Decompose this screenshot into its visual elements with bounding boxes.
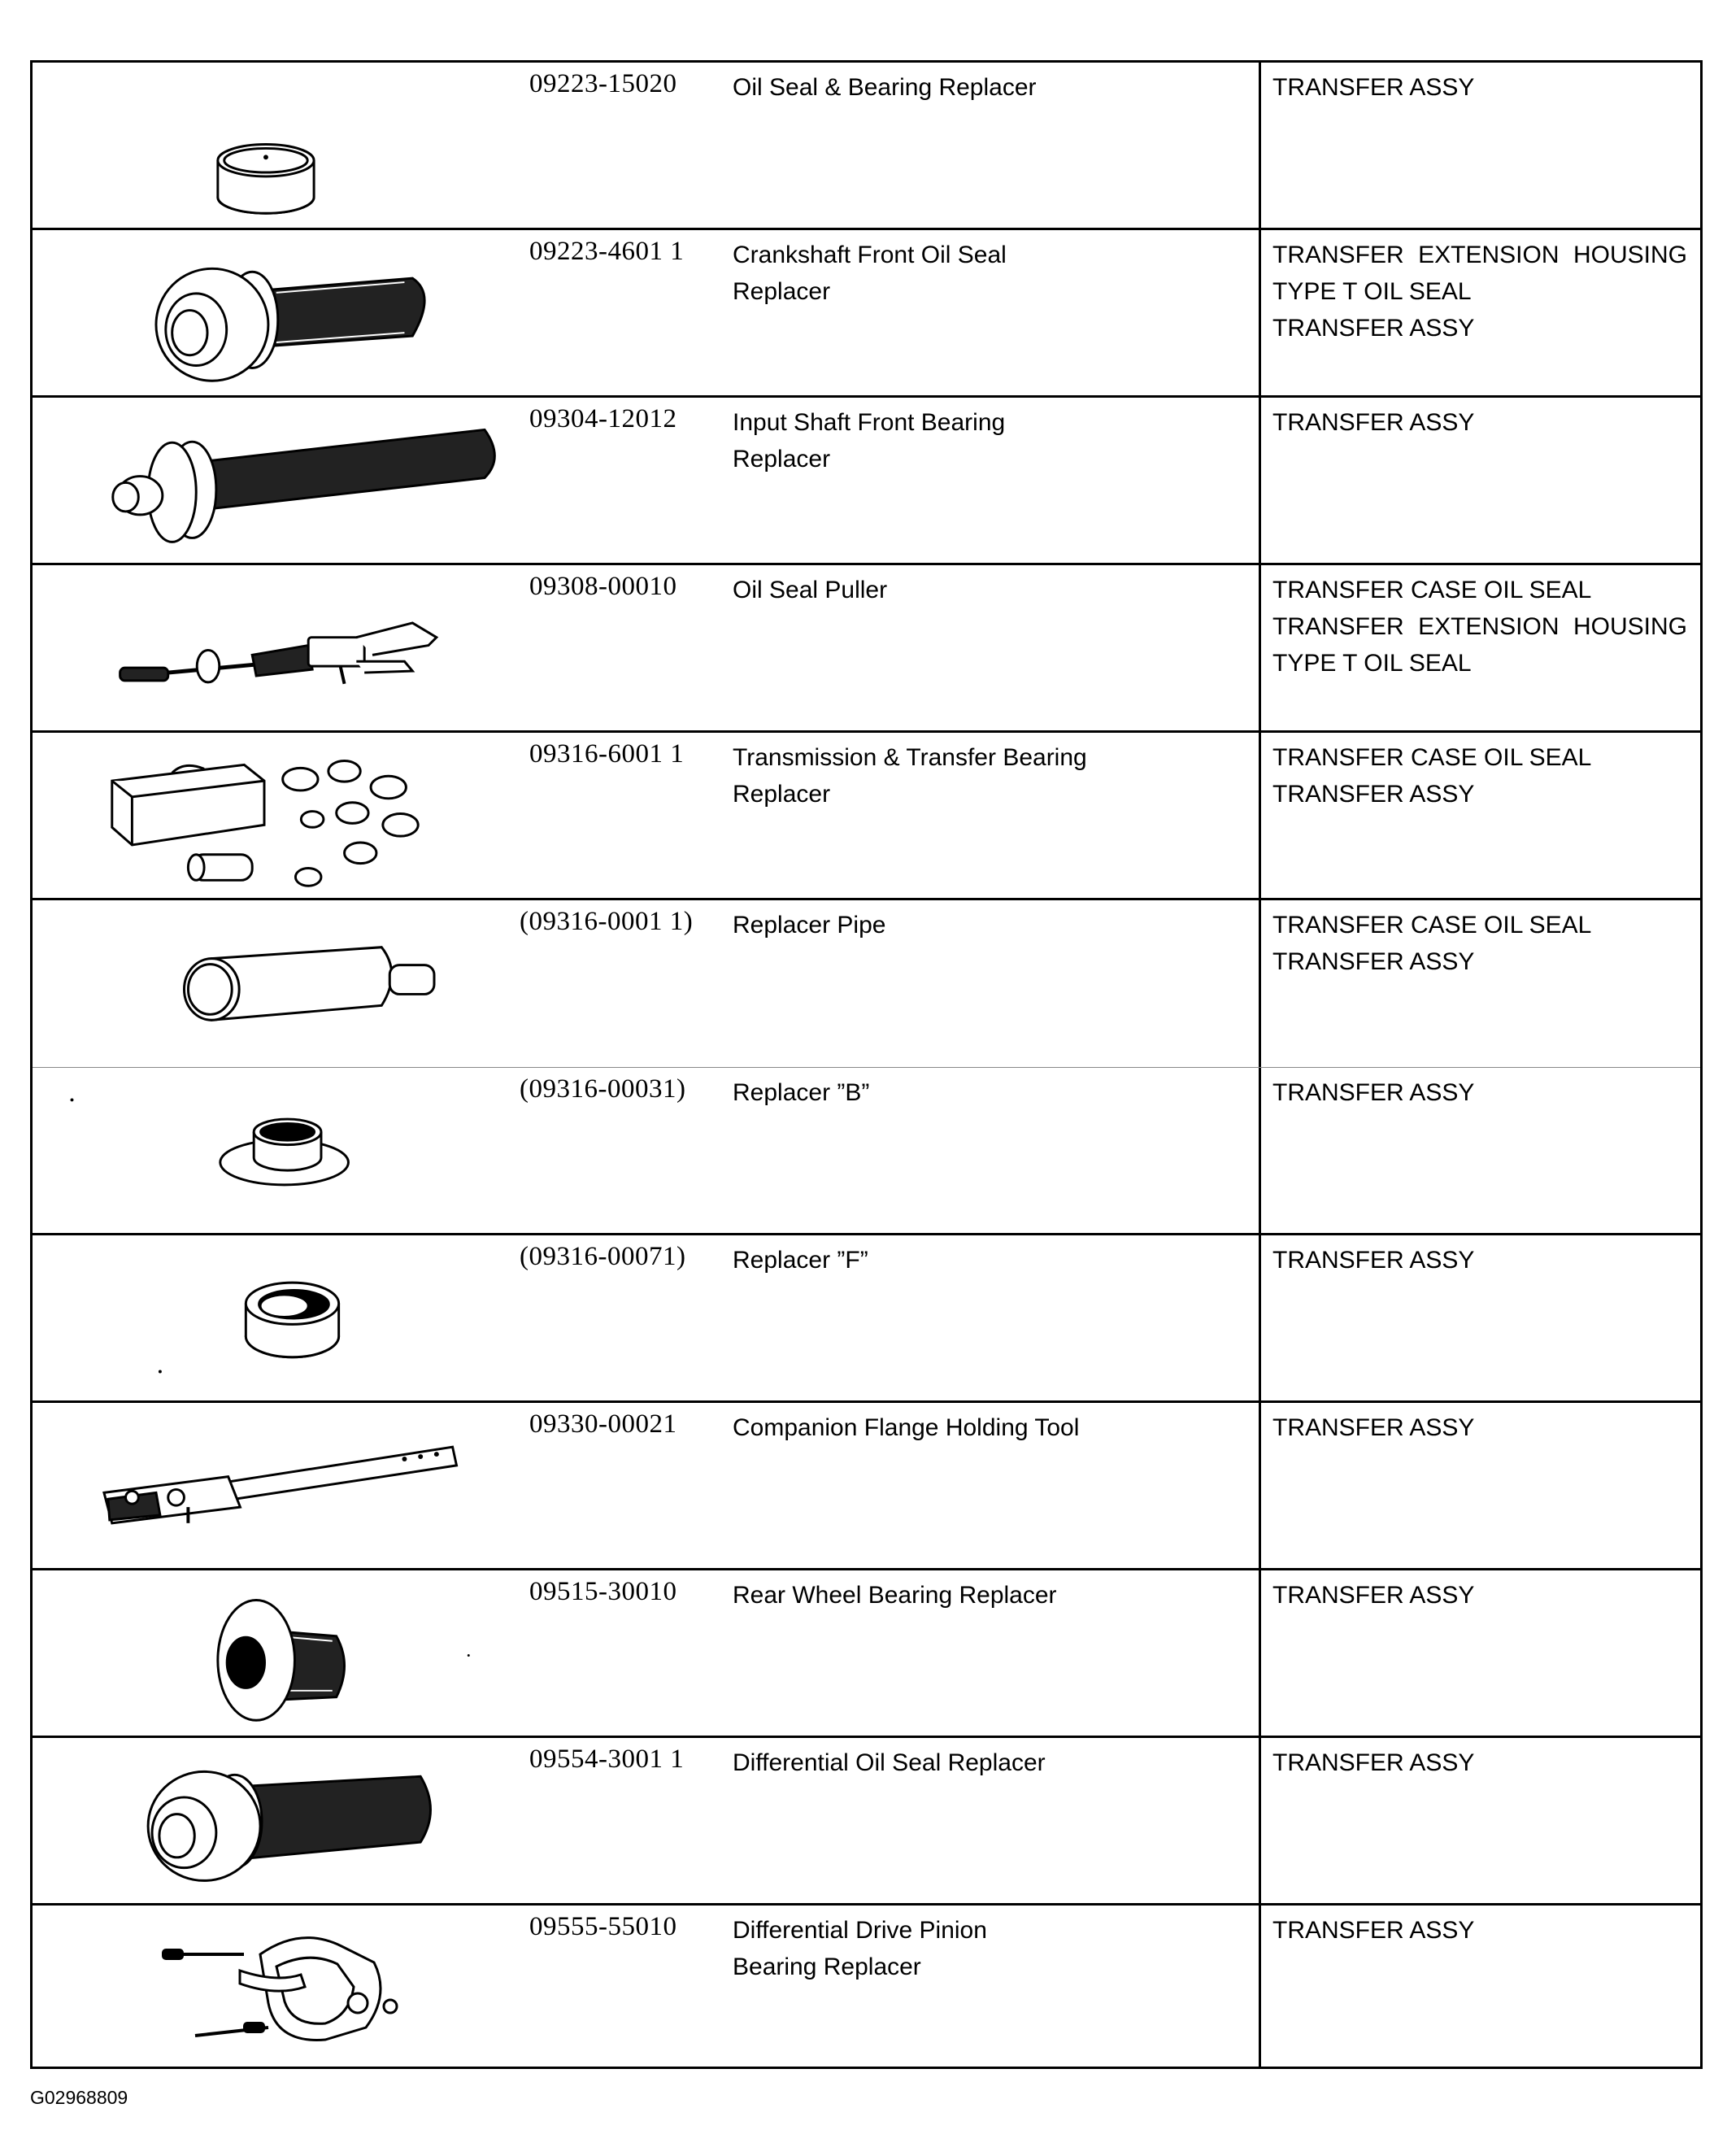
table-row xyxy=(33,1068,1700,1235)
tool-usage: TRANSFER ASSY xyxy=(1272,1247,1475,1274)
tool-name: Oil Seal & Bearing Replacer xyxy=(733,74,1037,101)
tool-usage: TRANSFER ASSY xyxy=(1272,74,1475,101)
pinion-bearing-replacer-icon xyxy=(33,1906,496,2069)
replacer-cup-icon xyxy=(33,63,496,228)
part-number: 09304-12012 xyxy=(529,404,677,433)
table-row xyxy=(33,900,1700,1068)
tool-name: Differential Drive Pinion Bearing Replacer xyxy=(733,1917,987,1980)
sst-table xyxy=(30,60,1703,2069)
tool-name: Replacer ”F” xyxy=(733,1247,868,1274)
replacer-b-icon xyxy=(33,1068,496,1233)
differential-seal-replacer-icon xyxy=(33,1738,496,1903)
tool-usage: TRANSFER ASSY xyxy=(1272,1079,1475,1106)
holding-tool-icon xyxy=(33,1403,496,1568)
tool-usage: TRANSFER ASSY xyxy=(1272,1414,1475,1441)
part-number: (09316-00031) xyxy=(520,1074,686,1104)
tool-name: Transmission & Transfer Bearing Replacer xyxy=(733,744,1087,808)
part-number: (09316-0001 1) xyxy=(520,907,694,936)
tool-name: Oil Seal Puller xyxy=(733,577,888,603)
tool-name: Crankshaft Front Oil Seal Replacer xyxy=(733,242,1007,305)
table-row xyxy=(33,1906,1700,2069)
tool-usage: TRANSFER ASSY xyxy=(1272,409,1475,436)
wheel-bearing-replacer-icon xyxy=(33,1570,496,1736)
tool-kit-icon xyxy=(33,733,496,898)
tool-usage: TRANSFER EXTENSION HOUSING TYPE T OIL SEAL TRANSFER ASSY xyxy=(1272,242,1687,342)
tool-name: Companion Flange Holding Tool xyxy=(733,1414,1080,1441)
table-row xyxy=(33,398,1700,565)
part-number: 09316-6001 1 xyxy=(529,739,685,769)
tool-usage: TRANSFER ASSY xyxy=(1272,1582,1475,1609)
replacer-pipe-icon xyxy=(33,900,496,1067)
table-row xyxy=(33,565,1700,733)
tool-name: Input Shaft Front Bearing Replacer xyxy=(733,409,1006,473)
part-number: 09515-30010 xyxy=(529,1577,677,1606)
tool-name: Replacer ”B” xyxy=(733,1079,870,1106)
tool-usage: TRANSFER ASSY xyxy=(1272,1917,1475,1944)
part-number: 09223-15020 xyxy=(529,69,677,98)
table-row xyxy=(33,230,1700,398)
oil-seal-puller-icon xyxy=(33,565,496,730)
table-row xyxy=(33,1235,1700,1403)
tool-name: Rear Wheel Bearing Replacer xyxy=(733,1582,1057,1609)
table-row xyxy=(33,733,1700,900)
table-row xyxy=(33,1570,1700,1738)
part-number: (09316-00071) xyxy=(520,1242,686,1271)
part-number: 09223-4601 1 xyxy=(529,237,685,266)
tool-name: Replacer Pipe xyxy=(733,912,886,939)
part-number: 09554-3001 1 xyxy=(529,1744,685,1774)
tool-usage: TRANSFER ASSY xyxy=(1272,1749,1475,1776)
part-number: 09555-55010 xyxy=(529,1912,677,1941)
table-row xyxy=(33,1738,1700,1906)
bearing-replacer-icon xyxy=(33,398,496,563)
table-row xyxy=(33,1403,1700,1570)
tool-usage: TRANSFER CASE OIL SEAL TRANSFER ASSY xyxy=(1272,912,1592,975)
figure-code: G02968809 xyxy=(30,2087,128,2108)
tool-usage: TRANSFER CASE OIL SEAL TRANSFER EXTENSION HOUSING TYPE T OIL SEAL xyxy=(1272,577,1687,677)
tool-usage: TRANSFER CASE OIL SEAL TRANSFER ASSY xyxy=(1272,744,1592,808)
replacer-f-icon xyxy=(33,1235,496,1400)
part-number: 09330-00021 xyxy=(529,1409,677,1439)
table-row xyxy=(33,63,1700,230)
seal-replacer-icon xyxy=(33,230,496,395)
tool-name: Differential Oil Seal Replacer xyxy=(733,1749,1046,1776)
part-number: 09308-00010 xyxy=(529,572,677,601)
